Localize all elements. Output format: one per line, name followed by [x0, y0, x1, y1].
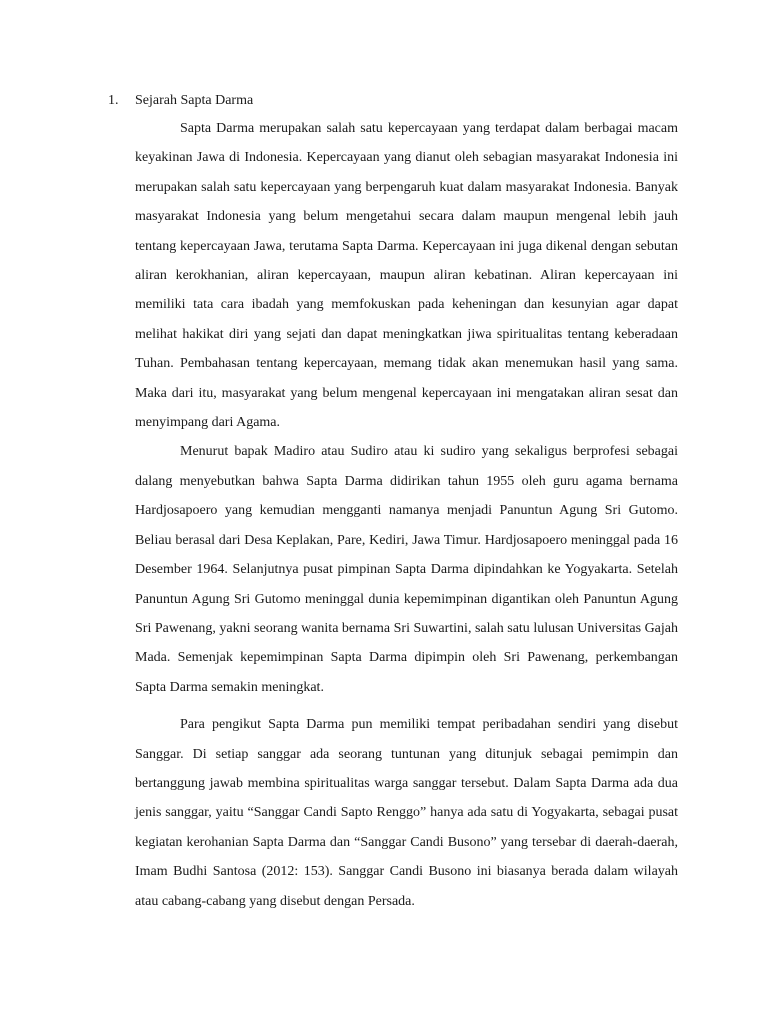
paragraph-1: Sapta Darma merupakan salah satu kepercayaan yang terdapat dalam berbagai macam keyakinan Jawa di Indonesia. Kepercayaan yang dianut oleh sebagian masyarakat Indonesia ini merupakan salah satu kepercayaan yang berpengaruh kuat dalam masyarakat Indonesia. Banyak masyarakat Indonesia yang belum mengetahui secara dalam maupun mengenal lebih jauh tentang kepercayaan Jawa, terutama Sapta Darma. Kepercayaan ini juga dikenal dengan sebutan aliran kerokhanian, aliran kepercayaan, maupun aliran kebatinan. Aliran kepercayaan ini memiliki tata cara ibadah yang memfokuskan pada keheningan dan kesunyian agar dapat melihat hakikat diri yang sejati dan dapat meningkatkan jiwa spiritualitas tentang keberadaan Tuhan. Pembahasan tentang kepercayaan, memang tidak akan menemukan hasil yang sama. Maka dari itu, masyarakat yang belum mengenal kepercayaan ini mengatakan aliran sesat dan menyimpang dari Agama. — [135, 121, 678, 431]
document-body — [108, 88, 678, 916]
paragraph-3: Para pengikut Sapta Darma pun memiliki tempat peribadahan sendiri yang disebut Sanggar. Di setiap sanggar ada seorang tuntunan yang ditunjuk sebagai pemimpin dan bertanggung jawab membina spiritualitas warga sanggar tersebut. Dalam Sapta Darma ada dua jenis sanggar, yaitu “Sanggar Candi Sapto Renggo” hanya ada satu di Yogyakarta, sebagai pusat kegiatan kerohanian Sapta Darma dan “Sanggar Candi Busono” yang tersebar di daerah-daerah, Imam Budhi Santosa (2012: 153). Sanggar Candi Busono ini biasanya berada dalam wilayah atau cabang-cabang yang disebut dengan Persada. — [135, 717, 678, 909]
paragraph-2: Menurut bapak Madiro atau Sudiro atau ki sudiro yang sekaligus berprofesi sebagai dalang menyebutkan bahwa Sapta Darma didirikan tahun 1955 oleh guru agama bernama Hardjosapoero yang kemudian mengganti namanya menjadi Panuntun Agung Sri Gutomo. Beliau berasal dari Desa Keplakan, Pare, Kediri, Jawa Timur. Hardjosapoero meninggal pada 16 Desember 1964. Selanjutnya pusat pimpinan Sapta Darma dipindahkan ke Yogyakarta. Setelah Panuntun Agung Sri Gutomo meninggal dunia kepemimpinan digantikan oleh Panuntun Agung Sri Pawenang, yakni seorang wanita bernama Sri Suwartini, salah satu lulusan Universitas Gajah Mada. Semenjak kepemimpinan Sapta Darma dipimpin oleh Sri Pawenang, perkembangan Sapta Darma semakin meningkat. — [135, 444, 678, 695]
section-number: 1. — [108, 93, 119, 108]
section-heading — [108, 88, 678, 114]
section-title: Sejarah Sapta Darma — [135, 93, 254, 108]
